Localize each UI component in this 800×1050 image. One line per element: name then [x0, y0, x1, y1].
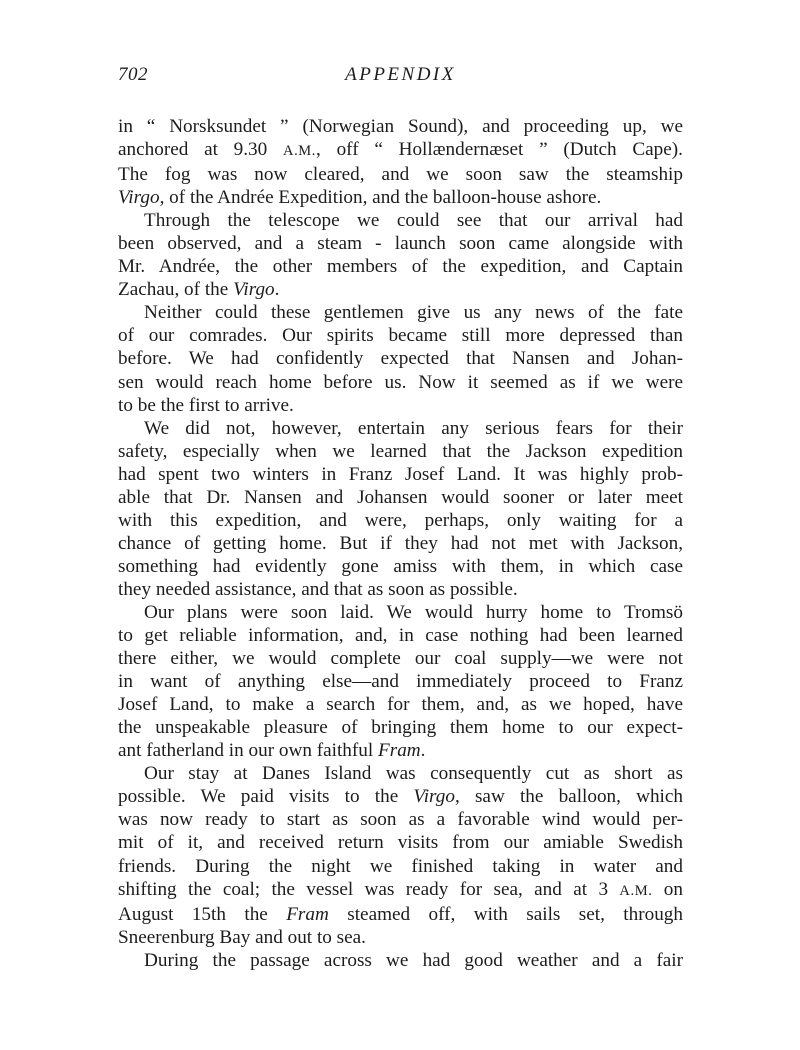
text-line [118, 647, 683, 670]
text-line [118, 716, 683, 739]
page-number: 702 [118, 64, 148, 85]
text-line [118, 808, 683, 831]
text-segment: before. We had confidently expected that Nansen and Johan- [118, 348, 683, 370]
italic-text: Virgo [118, 187, 160, 209]
text-segment: had spent two winters in Franz Josef Land. It was highly prob- [118, 463, 683, 485]
text-line [118, 394, 683, 417]
text-line [118, 670, 683, 693]
text-segment: steamed off, with sails set, through [328, 903, 683, 925]
text-line [118, 371, 683, 394]
text-line [118, 903, 683, 926]
text-segment: mit of it, and received return visits from our amiable Swedish [118, 832, 683, 854]
italic-text: Virgo [413, 786, 455, 808]
text-segment: Sneerenburg Bay and out to sea. [118, 926, 366, 948]
text-segment: ant fatherland in our own faithful [118, 740, 379, 762]
text-segment: anchored at 9.30 [118, 139, 283, 161]
text-line [118, 739, 683, 762]
text-segment: Neither could these gentlemen give us any news of the fate [144, 302, 683, 324]
text-line [118, 417, 683, 440]
text-segment: on [652, 878, 683, 900]
body-text [118, 115, 683, 972]
text-segment: safety, especially when we learned that the Jackson expedition [118, 440, 683, 462]
text-segment: to be the first to arrive. [118, 394, 294, 416]
text-line [118, 440, 683, 463]
text-segment: Our plans were soon laid. We would hurry home to Tromsö [144, 601, 683, 623]
text-line [118, 486, 683, 509]
text-segment: something had evidently gone amiss with them, in which case [118, 555, 683, 577]
text-line [118, 831, 683, 854]
text-line [118, 347, 683, 370]
text-segment: August 15th the [118, 903, 287, 925]
text-line [118, 532, 683, 555]
text-line [118, 926, 683, 949]
text-segment: they needed assistance, and that as soon as possible. [118, 578, 518, 600]
text-line [118, 624, 683, 647]
text-line [118, 878, 683, 903]
text-segment: able that Dr. Nansen and Johansen would sooner or later meet [118, 486, 683, 508]
small-caps-text: A.M. [283, 143, 317, 160]
text-line [118, 855, 683, 878]
text-line [118, 509, 683, 532]
text-segment: . [420, 740, 426, 762]
text-line [118, 555, 683, 578]
text-segment: . [274, 279, 280, 301]
text-segment: chance of getting home. But if they had not met with Jackson, [118, 532, 683, 554]
text-line [118, 762, 683, 785]
running-head: APPENDIX [345, 64, 456, 85]
text-line [118, 693, 683, 716]
text-segment: Josef Land, to make a search for them, and, as we hoped, have [118, 694, 683, 716]
page-header [118, 64, 683, 94]
text-segment: in want of anything else—and immediately proceed to Franz [118, 671, 683, 693]
text-line [118, 578, 683, 601]
text-line [118, 138, 683, 163]
text-line [118, 463, 683, 486]
text-segment: been observed, and a steam - launch soon came alongside with [118, 233, 683, 255]
text-line [118, 209, 683, 232]
italic-text: Fram [378, 740, 421, 762]
text-line [118, 324, 683, 347]
text-segment: friends. During the night we finished taking in water and [118, 855, 683, 877]
text-line [118, 601, 683, 624]
text-segment: Our stay at Danes Island was consequently cut as short as [144, 763, 683, 785]
text-segment: Through the telescope we could see that our arrival had [144, 210, 683, 232]
text-line [118, 949, 683, 972]
text-line [118, 232, 683, 255]
text-segment: We did not, however, entertain any serious fears for their [144, 417, 683, 439]
text-segment: , saw the balloon, which [454, 786, 683, 808]
text-segment: with this expedition, and were, perhaps, only waiting for a [118, 509, 683, 531]
text-segment: to get reliable information, and, in case nothing had been learned [118, 625, 683, 647]
text-line [118, 115, 683, 138]
text-line [118, 163, 683, 186]
text-line [118, 255, 683, 278]
small-caps-text: A.M. [619, 882, 653, 899]
text-segment: The fog was now cleared, and we soon saw the steamship [118, 164, 683, 186]
text-segment: shifting the coal; the vessel was ready for sea, and at 3 [118, 878, 620, 900]
text-segment: , of the Andrée Expedition, and the balloon-house ashore. [159, 187, 602, 209]
italic-text: Virgo [233, 279, 275, 301]
text-line [118, 186, 683, 209]
text-line [118, 785, 683, 808]
text-segment: , off “ Hollændernæset ” (Dutch Cape). [316, 139, 683, 161]
text-line [118, 301, 683, 324]
text-segment: there either, we would complete our coal supply—we were not [118, 648, 683, 670]
text-segment: During the passage across we had good weather and a fair [144, 949, 683, 971]
text-segment: Zachau, of the [118, 279, 234, 301]
italic-text: Fram [286, 903, 329, 925]
text-segment: was now ready to start as soon as a favorable wind would per- [118, 809, 683, 831]
text-segment: possible. We paid visits to the [118, 786, 414, 808]
text-segment: sen would reach home before us. Now it seemed as if we were [118, 371, 683, 393]
text-line [118, 278, 683, 301]
text-segment: Mr. Andrée, the other members of the expedition, and Captain [118, 256, 683, 278]
text-segment: of our comrades. Our spirits became still more depressed than [118, 325, 683, 347]
text-segment: in “ Norsksundet ” (Norwegian Sound), and proceeding up, we [118, 116, 683, 137]
text-segment: the unspeakable pleasure of bringing them home to our expect- [118, 717, 683, 739]
